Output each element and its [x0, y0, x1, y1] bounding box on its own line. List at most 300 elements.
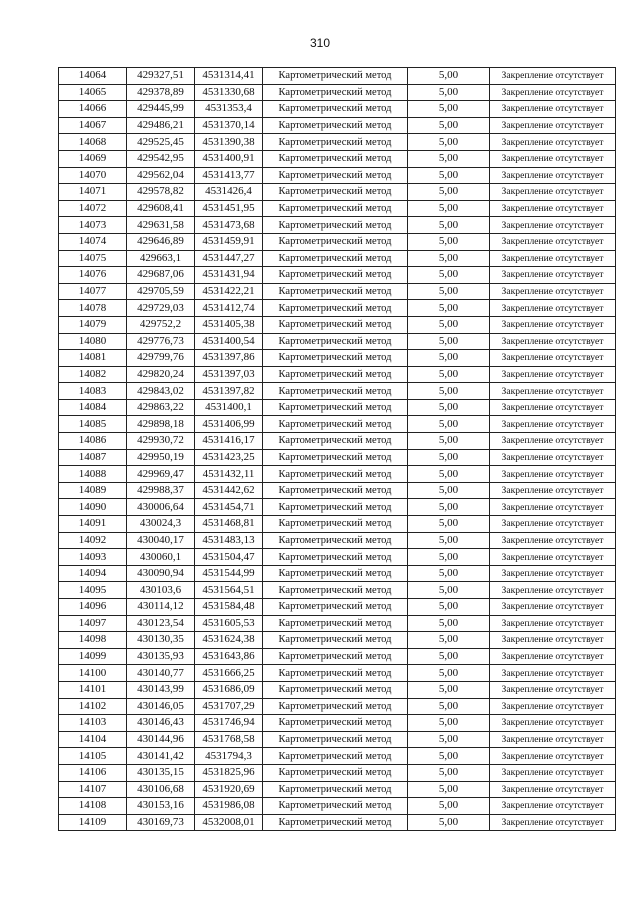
table-row [59, 599, 616, 616]
accuracy-cell: 5,00 [408, 482, 490, 499]
method-cell: Картометрический метод [263, 798, 408, 815]
x-coordinate-cell: 429578,82 [127, 184, 195, 201]
fixing-description-cell: Закрепление отсутствует [490, 698, 616, 715]
method-cell: Картометрический метод [263, 582, 408, 599]
table-row [59, 250, 616, 267]
point-number-cell: 14086 [59, 433, 127, 450]
method-cell: Картометрический метод [263, 333, 408, 350]
fixing-description-cell: Закрепление отсутствует [490, 665, 616, 682]
table-row [59, 748, 616, 765]
y-coordinate-cell: 4531426,4 [195, 184, 263, 201]
accuracy-cell: 5,00 [408, 582, 490, 599]
x-coordinate-cell: 430103,6 [127, 582, 195, 599]
x-coordinate-cell: 430123,54 [127, 615, 195, 632]
y-coordinate-cell: 4531686,09 [195, 681, 263, 698]
point-number-cell: 14089 [59, 482, 127, 499]
point-number-cell: 14093 [59, 549, 127, 566]
fixing-description-cell: Закрепление отсутствует [490, 134, 616, 151]
table-row [59, 582, 616, 599]
fixing-description-cell: Закрепление отсутствует [490, 333, 616, 350]
table-row [59, 814, 616, 831]
table-row [59, 466, 616, 483]
table-row [59, 267, 616, 284]
table-row [59, 731, 616, 748]
accuracy-cell: 5,00 [408, 632, 490, 649]
x-coordinate-cell: 429776,73 [127, 333, 195, 350]
y-coordinate-cell: 4531397,03 [195, 366, 263, 383]
accuracy-cell: 5,00 [408, 150, 490, 167]
accuracy-cell: 5,00 [408, 366, 490, 383]
point-number-cell: 14083 [59, 383, 127, 400]
fixing-description-cell: Закрепление отсутствует [490, 681, 616, 698]
fixing-description-cell: Закрепление отсутствует [490, 217, 616, 234]
x-coordinate-cell: 429705,59 [127, 283, 195, 300]
accuracy-cell: 5,00 [408, 117, 490, 134]
x-coordinate-cell: 429445,99 [127, 101, 195, 118]
accuracy-cell: 5,00 [408, 681, 490, 698]
point-number-cell: 14072 [59, 200, 127, 217]
y-coordinate-cell: 4531416,17 [195, 433, 263, 450]
point-number-cell: 14065 [59, 84, 127, 101]
y-coordinate-cell: 4531413,77 [195, 167, 263, 184]
fixing-description-cell: Закрепление отсутствует [490, 84, 616, 101]
table-row [59, 532, 616, 549]
x-coordinate-cell: 429663,1 [127, 250, 195, 267]
method-cell: Картометрический метод [263, 233, 408, 250]
point-number-cell: 14094 [59, 565, 127, 582]
fixing-description-cell: Закрепление отсутствует [490, 316, 616, 333]
fixing-description-cell: Закрепление отсутствует [490, 715, 616, 732]
table-row [59, 150, 616, 167]
x-coordinate-cell: 429988,37 [127, 482, 195, 499]
x-coordinate-cell: 430169,73 [127, 814, 195, 831]
accuracy-cell: 5,00 [408, 250, 490, 267]
method-cell: Картометрический метод [263, 399, 408, 416]
x-coordinate-cell: 429327,51 [127, 68, 195, 85]
accuracy-cell: 5,00 [408, 715, 490, 732]
y-coordinate-cell: 4531794,3 [195, 748, 263, 765]
y-coordinate-cell: 4531442,62 [195, 482, 263, 499]
accuracy-cell: 5,00 [408, 466, 490, 483]
table-row [59, 681, 616, 698]
fixing-description-cell: Закрепление отсутствует [490, 416, 616, 433]
y-coordinate-cell: 4531624,38 [195, 632, 263, 649]
fixing-description-cell: Закрепление отсутствует [490, 300, 616, 317]
fixing-description-cell: Закрепление отсутствует [490, 283, 616, 300]
point-number-cell: 14067 [59, 117, 127, 134]
method-cell: Картометрический метод [263, 150, 408, 167]
point-number-cell: 14090 [59, 499, 127, 516]
fixing-description-cell: Закрепление отсутствует [490, 499, 616, 516]
coordinates-table-body [59, 68, 616, 831]
accuracy-cell: 5,00 [408, 267, 490, 284]
method-cell: Картометрический метод [263, 316, 408, 333]
fixing-description-cell: Закрепление отсутствует [490, 383, 616, 400]
fixing-description-cell: Закрепление отсутствует [490, 516, 616, 533]
fixing-description-cell: Закрепление отсутствует [490, 748, 616, 765]
accuracy-cell: 5,00 [408, 449, 490, 466]
point-number-cell: 14069 [59, 150, 127, 167]
table-row [59, 632, 616, 649]
coordinates-table [58, 67, 616, 831]
y-coordinate-cell: 4532008,01 [195, 814, 263, 831]
y-coordinate-cell: 4531451,95 [195, 200, 263, 217]
table-row [59, 665, 616, 682]
y-coordinate-cell: 4531432,11 [195, 466, 263, 483]
fixing-description-cell: Закрепление отсутствует [490, 781, 616, 798]
fixing-description-cell: Закрепление отсутствует [490, 731, 616, 748]
accuracy-cell: 5,00 [408, 316, 490, 333]
x-coordinate-cell: 430143,99 [127, 681, 195, 698]
y-coordinate-cell: 4531454,71 [195, 499, 263, 516]
fixing-description-cell: Закрепление отсутствует [490, 399, 616, 416]
method-cell: Картометрический метод [263, 632, 408, 649]
fixing-description-cell: Закрепление отсутствует [490, 184, 616, 201]
accuracy-cell: 5,00 [408, 101, 490, 118]
y-coordinate-cell: 4531390,38 [195, 134, 263, 151]
method-cell: Картометрический метод [263, 300, 408, 317]
point-number-cell: 14106 [59, 764, 127, 781]
x-coordinate-cell: 429378,89 [127, 84, 195, 101]
y-coordinate-cell: 4531314,41 [195, 68, 263, 85]
method-cell: Картометрический метод [263, 731, 408, 748]
table-row [59, 416, 616, 433]
method-cell: Картометрический метод [263, 516, 408, 533]
accuracy-cell: 5,00 [408, 648, 490, 665]
table-row [59, 134, 616, 151]
fixing-description-cell: Закрепление отсутствует [490, 233, 616, 250]
x-coordinate-cell: 430135,15 [127, 764, 195, 781]
fixing-description-cell: Закрепление отсутствует [490, 167, 616, 184]
table-row [59, 366, 616, 383]
y-coordinate-cell: 4531564,51 [195, 582, 263, 599]
y-coordinate-cell: 4531400,91 [195, 150, 263, 167]
fixing-description-cell: Закрепление отсутствует [490, 798, 616, 815]
x-coordinate-cell: 430144,96 [127, 731, 195, 748]
x-coordinate-cell: 430146,43 [127, 715, 195, 732]
accuracy-cell: 5,00 [408, 300, 490, 317]
accuracy-cell: 5,00 [408, 68, 490, 85]
y-coordinate-cell: 4531431,94 [195, 267, 263, 284]
table-row [59, 715, 616, 732]
method-cell: Картометрический метод [263, 814, 408, 831]
accuracy-cell: 5,00 [408, 764, 490, 781]
accuracy-cell: 5,00 [408, 781, 490, 798]
method-cell: Картометрический метод [263, 748, 408, 765]
accuracy-cell: 5,00 [408, 84, 490, 101]
x-coordinate-cell: 429950,19 [127, 449, 195, 466]
x-coordinate-cell: 430024,3 [127, 516, 195, 533]
point-number-cell: 14104 [59, 731, 127, 748]
table-row [59, 781, 616, 798]
point-number-cell: 14070 [59, 167, 127, 184]
accuracy-cell: 5,00 [408, 383, 490, 400]
point-number-cell: 14074 [59, 233, 127, 250]
y-coordinate-cell: 4531422,21 [195, 283, 263, 300]
accuracy-cell: 5,00 [408, 283, 490, 300]
method-cell: Картометрический метод [263, 117, 408, 134]
fixing-description-cell: Закрепление отсутствует [490, 632, 616, 649]
point-number-cell: 14097 [59, 615, 127, 632]
method-cell: Картометрический метод [263, 250, 408, 267]
method-cell: Картометрический метод [263, 267, 408, 284]
x-coordinate-cell: 430060,1 [127, 549, 195, 566]
accuracy-cell: 5,00 [408, 532, 490, 549]
table-row [59, 117, 616, 134]
method-cell: Картометрический метод [263, 383, 408, 400]
x-coordinate-cell: 429542,95 [127, 150, 195, 167]
point-number-cell: 14088 [59, 466, 127, 483]
point-number-cell: 14080 [59, 333, 127, 350]
table-row [59, 798, 616, 815]
x-coordinate-cell: 429863,22 [127, 399, 195, 416]
point-number-cell: 14099 [59, 648, 127, 665]
accuracy-cell: 5,00 [408, 233, 490, 250]
y-coordinate-cell: 4531746,94 [195, 715, 263, 732]
accuracy-cell: 5,00 [408, 814, 490, 831]
table-row [59, 184, 616, 201]
table-row [59, 433, 616, 450]
method-cell: Картометрический метод [263, 715, 408, 732]
method-cell: Картометрический метод [263, 615, 408, 632]
x-coordinate-cell: 430153,16 [127, 798, 195, 815]
y-coordinate-cell: 4531643,86 [195, 648, 263, 665]
point-number-cell: 14100 [59, 665, 127, 682]
point-number-cell: 14066 [59, 101, 127, 118]
table-row [59, 101, 616, 118]
method-cell: Картометрический метод [263, 466, 408, 483]
accuracy-cell: 5,00 [408, 333, 490, 350]
y-coordinate-cell: 4531423,25 [195, 449, 263, 466]
accuracy-cell: 5,00 [408, 615, 490, 632]
accuracy-cell: 5,00 [408, 731, 490, 748]
fixing-description-cell: Закрепление отсутствует [490, 68, 616, 85]
x-coordinate-cell: 429820,24 [127, 366, 195, 383]
method-cell: Картометрический метод [263, 665, 408, 682]
y-coordinate-cell: 4531504,47 [195, 549, 263, 566]
method-cell: Картометрический метод [263, 200, 408, 217]
method-cell: Картометрический метод [263, 532, 408, 549]
y-coordinate-cell: 4531370,14 [195, 117, 263, 134]
accuracy-cell: 5,00 [408, 698, 490, 715]
y-coordinate-cell: 4531544,99 [195, 565, 263, 582]
accuracy-cell: 5,00 [408, 798, 490, 815]
fixing-description-cell: Закрепление отсутствует [490, 250, 616, 267]
x-coordinate-cell: 429752,2 [127, 316, 195, 333]
x-coordinate-cell: 429486,21 [127, 117, 195, 134]
accuracy-cell: 5,00 [408, 433, 490, 450]
table-row [59, 333, 616, 350]
fixing-description-cell: Закрепление отсутствует [490, 615, 616, 632]
table-row [59, 516, 616, 533]
fixing-description-cell: Закрепление отсутствует [490, 433, 616, 450]
table-row [59, 764, 616, 781]
accuracy-cell: 5,00 [408, 516, 490, 533]
accuracy-cell: 5,00 [408, 200, 490, 217]
point-number-cell: 14103 [59, 715, 127, 732]
table-row [59, 283, 616, 300]
table-row [59, 350, 616, 367]
table-row [59, 200, 616, 217]
method-cell: Картометрический метод [263, 217, 408, 234]
method-cell: Картометрический метод [263, 565, 408, 582]
x-coordinate-cell: 430040,17 [127, 532, 195, 549]
y-coordinate-cell: 4531406,99 [195, 416, 263, 433]
x-coordinate-cell: 430090,94 [127, 565, 195, 582]
table-row [59, 399, 616, 416]
point-number-cell: 14073 [59, 217, 127, 234]
method-cell: Картометрический метод [263, 499, 408, 516]
y-coordinate-cell: 4531397,82 [195, 383, 263, 400]
x-coordinate-cell: 430140,77 [127, 665, 195, 682]
method-cell: Картометрический метод [263, 416, 408, 433]
table-row [59, 167, 616, 184]
accuracy-cell: 5,00 [408, 599, 490, 616]
method-cell: Картометрический метод [263, 101, 408, 118]
method-cell: Картометрический метод [263, 84, 408, 101]
accuracy-cell: 5,00 [408, 399, 490, 416]
table-row [59, 565, 616, 582]
fixing-description-cell: Закрепление отсутствует [490, 101, 616, 118]
x-coordinate-cell: 429969,47 [127, 466, 195, 483]
table-row [59, 316, 616, 333]
method-cell: Картометрический метод [263, 482, 408, 499]
y-coordinate-cell: 4531920,69 [195, 781, 263, 798]
point-number-cell: 14079 [59, 316, 127, 333]
y-coordinate-cell: 4531584,48 [195, 599, 263, 616]
y-coordinate-cell: 4531330,68 [195, 84, 263, 101]
table-row [59, 482, 616, 499]
method-cell: Картометрический метод [263, 68, 408, 85]
fixing-description-cell: Закрепление отсутствует [490, 117, 616, 134]
x-coordinate-cell: 429930,72 [127, 433, 195, 450]
fixing-description-cell: Закрепление отсутствует [490, 482, 616, 499]
method-cell: Картометрический метод [263, 599, 408, 616]
table-row [59, 84, 616, 101]
x-coordinate-cell: 429562,04 [127, 167, 195, 184]
method-cell: Картометрический метод [263, 781, 408, 798]
point-number-cell: 14102 [59, 698, 127, 715]
y-coordinate-cell: 4531447,27 [195, 250, 263, 267]
y-coordinate-cell: 4531473,68 [195, 217, 263, 234]
point-number-cell: 14084 [59, 399, 127, 416]
table-row [59, 698, 616, 715]
y-coordinate-cell: 4531459,91 [195, 233, 263, 250]
x-coordinate-cell: 430006,64 [127, 499, 195, 516]
table-row [59, 615, 616, 632]
method-cell: Картометрический метод [263, 433, 408, 450]
y-coordinate-cell: 4531768,58 [195, 731, 263, 748]
y-coordinate-cell: 4531605,53 [195, 615, 263, 632]
y-coordinate-cell: 4531353,4 [195, 101, 263, 118]
method-cell: Картометрический метод [263, 134, 408, 151]
table-row [59, 68, 616, 85]
fixing-description-cell: Закрепление отсутствует [490, 150, 616, 167]
fixing-description-cell: Закрепление отсутствует [490, 449, 616, 466]
accuracy-cell: 5,00 [408, 665, 490, 682]
accuracy-cell: 5,00 [408, 167, 490, 184]
point-number-cell: 14092 [59, 532, 127, 549]
fixing-description-cell: Закрепление отсутствует [490, 350, 616, 367]
table-row [59, 300, 616, 317]
x-coordinate-cell: 429729,03 [127, 300, 195, 317]
fixing-description-cell: Закрепление отсутствует [490, 582, 616, 599]
point-number-cell: 14078 [59, 300, 127, 317]
y-coordinate-cell: 4531666,25 [195, 665, 263, 682]
table-row [59, 549, 616, 566]
x-coordinate-cell: 430106,68 [127, 781, 195, 798]
table-row [59, 233, 616, 250]
x-coordinate-cell: 429608,41 [127, 200, 195, 217]
table-row [59, 383, 616, 400]
fixing-description-cell: Закрепление отсутствует [490, 466, 616, 483]
method-cell: Картометрический метод [263, 449, 408, 466]
point-number-cell: 14087 [59, 449, 127, 466]
point-number-cell: 14068 [59, 134, 127, 151]
point-number-cell: 14107 [59, 781, 127, 798]
fixing-description-cell: Закрепление отсутствует [490, 599, 616, 616]
y-coordinate-cell: 4531986,08 [195, 798, 263, 815]
fixing-description-cell: Закрепление отсутствует [490, 549, 616, 566]
y-coordinate-cell: 4531825,96 [195, 764, 263, 781]
method-cell: Картометрический метод [263, 549, 408, 566]
method-cell: Картометрический метод [263, 184, 408, 201]
accuracy-cell: 5,00 [408, 549, 490, 566]
method-cell: Картометрический метод [263, 681, 408, 698]
point-number-cell: 14095 [59, 582, 127, 599]
point-number-cell: 14085 [59, 416, 127, 433]
point-number-cell: 14082 [59, 366, 127, 383]
accuracy-cell: 5,00 [408, 748, 490, 765]
x-coordinate-cell: 430141,42 [127, 748, 195, 765]
y-coordinate-cell: 4531400,1 [195, 399, 263, 416]
fixing-description-cell: Закрепление отсутствует [490, 648, 616, 665]
y-coordinate-cell: 4531468,81 [195, 516, 263, 533]
table-row [59, 449, 616, 466]
x-coordinate-cell: 430130,35 [127, 632, 195, 649]
fixing-description-cell: Закрепление отсутствует [490, 200, 616, 217]
point-number-cell: 14098 [59, 632, 127, 649]
y-coordinate-cell: 4531412,74 [195, 300, 263, 317]
x-coordinate-cell: 430114,12 [127, 599, 195, 616]
x-coordinate-cell: 429843,02 [127, 383, 195, 400]
fixing-description-cell: Закрепление отсутствует [490, 814, 616, 831]
point-number-cell: 14071 [59, 184, 127, 201]
x-coordinate-cell: 429898,18 [127, 416, 195, 433]
y-coordinate-cell: 4531707,29 [195, 698, 263, 715]
point-number-cell: 14064 [59, 68, 127, 85]
table-row [59, 217, 616, 234]
page-number: 310 [309, 36, 331, 50]
fixing-description-cell: Закрепление отсутствует [490, 565, 616, 582]
point-number-cell: 14075 [59, 250, 127, 267]
fixing-description-cell: Закрепление отсутствует [490, 764, 616, 781]
method-cell: Картометрический метод [263, 366, 408, 383]
method-cell: Картометрический метод [263, 350, 408, 367]
x-coordinate-cell: 429525,45 [127, 134, 195, 151]
accuracy-cell: 5,00 [408, 184, 490, 201]
x-coordinate-cell: 429799,76 [127, 350, 195, 367]
fixing-description-cell: Закрепление отсутствует [490, 267, 616, 284]
method-cell: Картометрический метод [263, 167, 408, 184]
x-coordinate-cell: 430135,93 [127, 648, 195, 665]
y-coordinate-cell: 4531397,86 [195, 350, 263, 367]
x-coordinate-cell: 429631,58 [127, 217, 195, 234]
y-coordinate-cell: 4531483,13 [195, 532, 263, 549]
fixing-description-cell: Закрепление отсутствует [490, 532, 616, 549]
method-cell: Картометрический метод [263, 764, 408, 781]
method-cell: Картометрический метод [263, 698, 408, 715]
